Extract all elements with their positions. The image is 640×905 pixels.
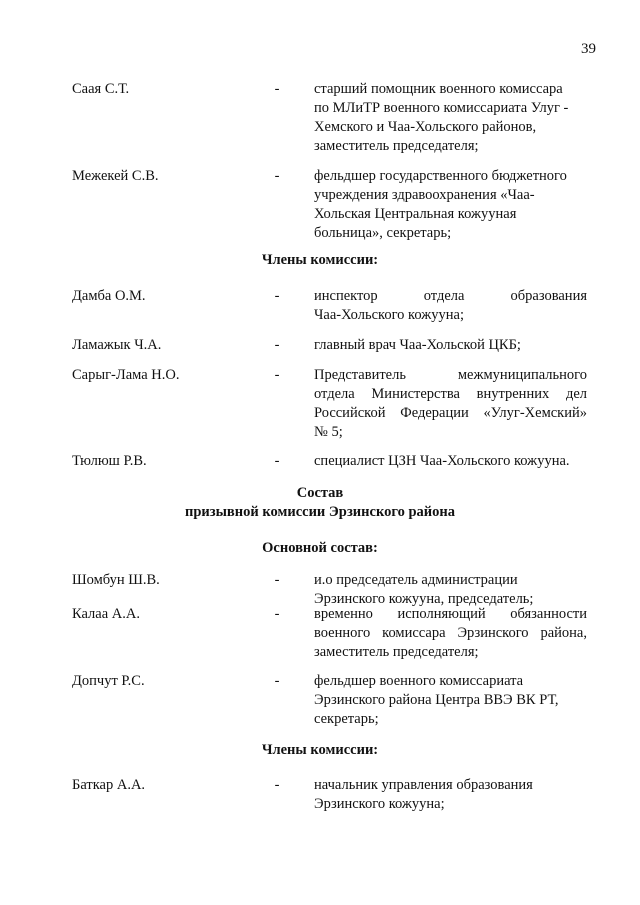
position-line: старший помощник военного комиссара — [314, 81, 563, 97]
section-heading: Основной состав: — [262, 540, 378, 556]
member-position — [314, 776, 587, 814]
section-subtitle: призывной комиссии Эрзинского района — [185, 504, 455, 520]
dash-separator: - — [274, 606, 280, 622]
position-line: военного комиссара Эрзинского района, — [314, 625, 587, 641]
position-line: специалист ЦЗН Чаа-Хольского кожууна. — [314, 453, 570, 469]
member-name: Ламажык Ч.А. — [72, 337, 162, 353]
position-line: секретарь; — [314, 711, 379, 727]
dash-separator: - — [274, 572, 280, 588]
position-line: начальник управления образования — [314, 777, 533, 793]
position-line: фельдшер военного комиссариата — [314, 673, 524, 689]
member-name: Межекей С.В. — [72, 168, 159, 184]
position-line: главный врач Чаа-Хольской ЦКБ; — [314, 337, 521, 353]
section-heading: Члены комиссии: — [261, 742, 379, 758]
position-line: Хемского и Чаа-Хольского районов, — [314, 119, 537, 135]
section-title: Состав — [296, 485, 344, 501]
position-line: учреждения здравоохранения «Чаа- — [314, 187, 535, 203]
position-line: Эрзинского района Центра ВВЭ ВК РТ, — [314, 692, 559, 708]
dash-separator: - — [274, 288, 280, 304]
member-position — [314, 167, 587, 243]
position-line: отдела Министерства внутренних дел — [314, 386, 587, 402]
dash-separator: - — [274, 453, 280, 469]
dash-separator: - — [274, 777, 280, 793]
position-line: Российской Федерации «Улуг-Хемский» — [314, 405, 587, 421]
dash-separator: - — [274, 673, 280, 689]
position-line: заместитель председателя; — [314, 138, 479, 154]
page-number: 39 — [581, 41, 596, 57]
member-position — [314, 80, 587, 156]
position-line: № 5; — [314, 424, 343, 440]
position-line: Чаа-Хольского кожууна; — [314, 307, 464, 323]
position-line: временно исполняющий обязанности — [314, 606, 587, 622]
member-name: Баткар А.А. — [72, 777, 146, 793]
position-line: Хольская Центральная кожууная — [314, 206, 517, 222]
member-name: Дамба О.М. — [72, 288, 146, 304]
position-line: инспектор отдела образования — [314, 288, 587, 304]
position-line: по МЛиТР военного комиссариата Улуг - — [314, 100, 569, 116]
member-position — [314, 452, 587, 471]
dash-separator: - — [274, 81, 280, 97]
member-name: Саая С.Т. — [72, 81, 130, 97]
member-name: Допчут Р.С. — [72, 673, 145, 689]
position-line: больница», секретарь; — [314, 225, 452, 241]
position-line: Представитель межмуниципального — [314, 367, 587, 383]
position-line: заместитель председателя; — [314, 644, 479, 660]
dash-separator: - — [274, 168, 280, 184]
position-line: и.о председатель администрации — [314, 572, 518, 588]
member-position — [314, 287, 587, 325]
dash-separator: - — [274, 367, 280, 383]
member-name: Шомбун Ш.В. — [72, 572, 160, 588]
member-name: Сарыг-Лама Н.О. — [72, 367, 180, 383]
member-position — [314, 605, 587, 662]
position-line: Эрзинского кожууна, председатель; — [314, 591, 534, 607]
member-position — [314, 571, 587, 609]
position-line: фельдшер государственного бюджетного — [314, 168, 567, 184]
dash-separator: - — [274, 337, 280, 353]
member-position — [314, 366, 587, 442]
member-name: Тюлюш Р.В. — [72, 453, 147, 469]
position-line: Эрзинского кожууна; — [314, 796, 445, 812]
member-name: Калаа А.А. — [72, 606, 140, 622]
member-position — [314, 672, 587, 729]
member-position — [314, 336, 587, 355]
section-heading: Члены комиссии: — [261, 252, 379, 268]
